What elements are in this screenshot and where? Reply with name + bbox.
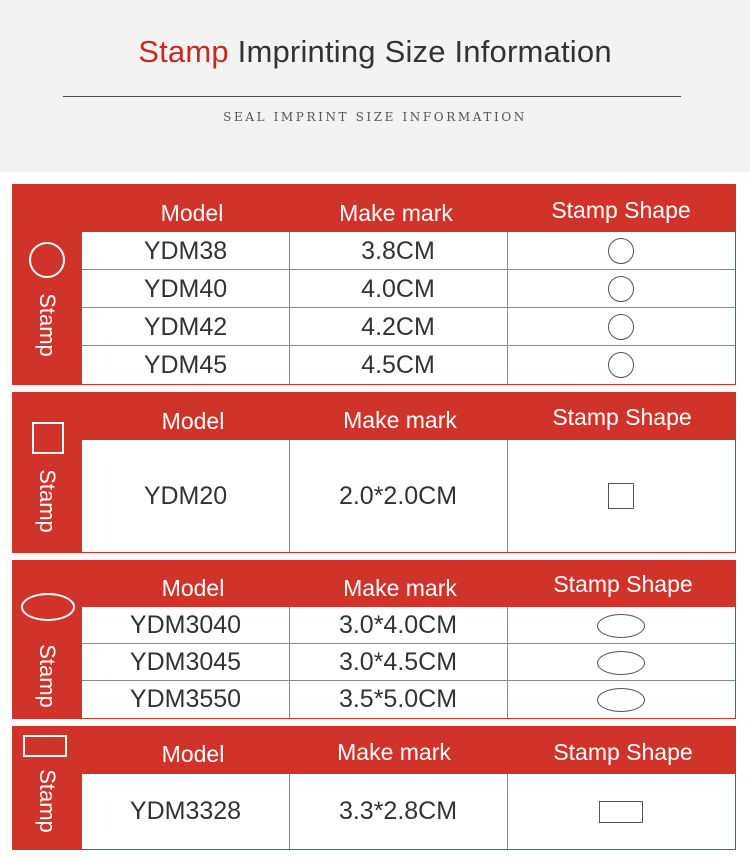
column-model: Model: [161, 575, 225, 601]
mark-cell: 3.3*2.8CM: [338, 797, 458, 825]
table-row: [82, 774, 735, 849]
mark-cell: 2.0*2.0CM: [338, 481, 458, 510]
circle-icon: [608, 352, 634, 378]
table-row: [82, 644, 735, 681]
shape-cell: [507, 681, 735, 718]
page-subtitle: SEAL IMPRINT SIZE INFORMATION: [223, 110, 527, 124]
shape-cell: [507, 440, 735, 552]
column-divider: [507, 440, 508, 552]
title-accent: Stamp: [138, 34, 229, 69]
square-icon: [608, 483, 634, 509]
mark-cell: 4.5CM: [361, 350, 435, 379]
section-side: [12, 560, 82, 719]
table-header: [82, 392, 736, 440]
column-divider: [507, 774, 508, 849]
row-divider: [82, 269, 735, 270]
mark-cell: 3.5*5.0CM: [338, 685, 458, 713]
table-row: [82, 232, 735, 270]
model-cell: YDM3550: [129, 685, 242, 713]
shape-cell: [507, 607, 735, 644]
mark-cell: 4.0CM: [361, 274, 435, 303]
model-cell: YDM3045: [129, 648, 242, 676]
column-divider: [289, 232, 290, 384]
mark-cell: 3.0*4.5CM: [338, 648, 458, 676]
shape-cell: [507, 232, 735, 270]
page-header: [0, 0, 750, 172]
section-square: [12, 392, 736, 553]
circle-icon: [608, 314, 634, 340]
column-divider: [507, 607, 508, 718]
shape-cell: [507, 308, 735, 346]
column-stamp-shape: Stamp Shape: [553, 739, 693, 765]
header-divider: [63, 96, 681, 97]
column-model: Model: [161, 741, 225, 767]
table-row: [82, 346, 735, 384]
row-divider: [82, 643, 735, 644]
circle-shape-icon: [29, 242, 65, 278]
column-make-mark: Make mark: [339, 200, 453, 226]
section-rectangle: [12, 726, 736, 850]
table-header: [82, 726, 736, 774]
mark-cell: 3.0*4.0CM: [338, 611, 458, 639]
title-rest: Imprinting Size Information: [228, 34, 612, 69]
column-make-mark: Make mark: [343, 575, 457, 601]
page-title: [0, 34, 750, 70]
row-divider: [82, 680, 735, 681]
column-stamp-shape: Stamp Shape: [551, 197, 691, 223]
table-body: [82, 440, 735, 552]
row-divider: [82, 345, 735, 346]
table-row: [82, 681, 735, 718]
oval-icon: [597, 614, 645, 638]
side-label: Stamp: [35, 293, 60, 357]
column-stamp-shape: Stamp Shape: [553, 571, 693, 597]
table-body: [82, 774, 735, 849]
section-oval: [12, 560, 736, 719]
model-cell: YDM20: [143, 481, 228, 510]
table-row: [82, 270, 735, 308]
row-divider: [82, 307, 735, 308]
table-header: [82, 560, 736, 608]
shape-cell: [507, 346, 735, 384]
table-body: [82, 607, 735, 718]
mark-cell: 3.8CM: [361, 236, 435, 265]
square-shape-icon: [32, 422, 64, 454]
column-make-mark: Make mark: [343, 407, 457, 433]
mark-cell: 4.2CM: [361, 312, 435, 341]
shape-cell: [507, 644, 735, 681]
section-side: [12, 184, 82, 385]
column-divider: [289, 774, 290, 849]
model-cell: YDM40: [143, 274, 228, 303]
oval-icon: [597, 688, 645, 712]
shape-cell: [507, 270, 735, 308]
oval-shape-icon: [21, 593, 75, 621]
table-row: [82, 308, 735, 346]
rectangle-shape-icon: [23, 735, 67, 757]
side-label: Stamp: [35, 769, 60, 833]
model-cell: YDM45: [143, 350, 228, 379]
column-model: Model: [161, 408, 225, 434]
table-row: [82, 440, 735, 552]
column-divider: [289, 440, 290, 552]
column-divider: [507, 232, 508, 384]
section-side: [12, 392, 82, 553]
section-side: [12, 726, 82, 850]
circle-icon: [608, 238, 634, 264]
side-label: Stamp: [35, 469, 60, 533]
shape-cell: [507, 774, 735, 849]
table-row: [82, 607, 735, 644]
column-stamp-shape: Stamp Shape: [552, 404, 692, 430]
column-model: Model: [160, 200, 224, 226]
model-cell: YDM38: [143, 236, 228, 265]
circle-icon: [608, 276, 634, 302]
table-body: [82, 232, 735, 384]
model-cell: YDM3040: [129, 611, 242, 639]
model-cell: YDM42: [143, 312, 228, 341]
side-label: Stamp: [35, 644, 60, 708]
section-circle: [12, 184, 736, 385]
column-divider: [289, 607, 290, 718]
table-header: [82, 184, 736, 232]
oval-icon: [597, 651, 645, 675]
model-cell: YDM3328: [129, 797, 242, 825]
column-make-mark: Make mark: [337, 739, 451, 765]
rectangle-icon: [599, 801, 643, 823]
